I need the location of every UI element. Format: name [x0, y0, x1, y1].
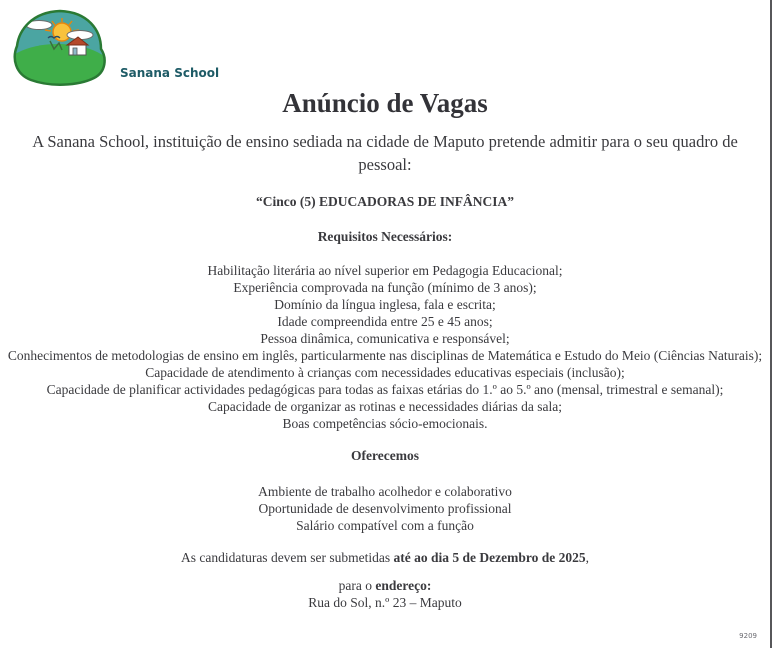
offers-heading: Oferecemos: [351, 448, 419, 463]
requirement-item: Conhecimentos de metodologias de ensino em inglês, particularmente nas disciplinas de Matemática e Estudo do Meio (Ciências Naturais);: [7, 348, 763, 363]
page-title: Anúncio de Vagas: [282, 88, 488, 118]
requirements-list: [2, 262, 768, 432]
offer-item: Ambiente de trabalho acolhedor e colaborativo: [258, 484, 512, 499]
logo-sun: [53, 23, 71, 41]
requirement-item: Idade compreendida entre 25 e 45 anos;: [277, 314, 493, 329]
deadline-date: até ao dia 5 de Dezembro de 2025: [393, 550, 586, 565]
address-block: [0, 577, 770, 611]
position-title: “Cinco (5) EDUCADORAS DE INFÂNCIA”: [255, 194, 514, 209]
deadline-suffix: ,: [585, 550, 590, 565]
intro-paragraph: A Sanana School, instituição de ensino sediada na cidade de Maputo pretende admitir para o seu quadro de pessoal:: [32, 132, 738, 174]
offer-item: Salário compatível com a função: [296, 518, 474, 533]
requirement-item: Boas competências sócio-emocionais.: [282, 416, 488, 431]
requirement-item: Capacidade de planificar actividades pedagógicas para todas as faixas etárias do 1.º ao 5.º ano (mensal, trimestral e semanal);: [46, 382, 724, 397]
school-logo-icon: [10, 8, 110, 86]
header: [10, 8, 770, 86]
requirement-item: Capacidade de atendimento à crianças com necessidades educativas especiais (inclusão);: [145, 365, 625, 380]
offers-list: [15, 483, 755, 534]
page-number: 9209: [739, 632, 757, 640]
requirements-heading: Requisitos Necessários:: [317, 229, 453, 244]
address-line: Rua do Sol, n.º 23 – Maputo: [308, 595, 462, 610]
requirement-item: Pessoa dinâmica, comunicativa e responsável;: [260, 331, 510, 346]
requirement-item: Capacidade de organizar as rotinas e necessidades diárias da sala;: [208, 399, 562, 414]
requirement-item: Domínio da língua inglesa, fala e escrita;: [274, 297, 496, 312]
offer-item: Oportunidade de desenvolvimento profissional: [258, 501, 512, 516]
school-name: Sanana School: [120, 66, 220, 80]
address-intro-line: [0, 577, 770, 594]
deadline-prefix: As candidaturas devem ser submetidas: [180, 550, 394, 565]
deadline-line: [0, 549, 770, 566]
address-prefix: para o: [338, 578, 376, 593]
page-edge-line: [770, 0, 772, 648]
requirement-item: Experiência comprovada na função (mínimo de 3 anos);: [233, 280, 537, 295]
requirement-item: Habilitação literária ao nível superior em Pedagogia Educacional;: [207, 263, 563, 278]
address-label: endereço:: [375, 578, 432, 593]
